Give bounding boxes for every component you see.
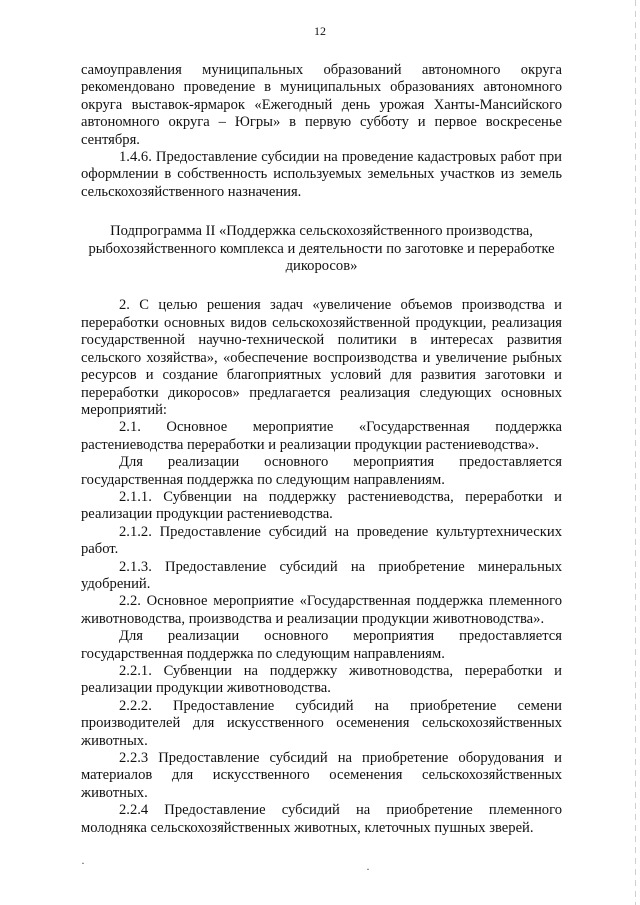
paragraph: 2.2.4 Предоставление субсидий на приобретение племенного молодняка сельскохозяйственных животных, клеточных пушных зверей. xyxy=(81,802,562,836)
paragraph: 2.1.1. Субвенции на поддержку растениеводства, переработки и реализации продукции растениеводства. xyxy=(81,488,562,523)
paragraph: самоуправления муниципальных образований автономного округа рекомендовано проведение в муниципальных образованиях автономного округа выставок-ярмарок «Ежегодный день урожая Ханты-Мансийского автономного округа – Югры» в первую субботу и первое воскресенье сентября. xyxy=(81,62,562,148)
paragraph: 2.2.2. Предоставление субсидий на приобретение семени производителей для искусственного осеменения сельскохозяйственных животных. xyxy=(81,697,562,749)
scan-speck: · xyxy=(81,856,85,870)
section-heading: Подпрограмма II «Поддержка сельскохозяйственного производства, рыбохозяйственного комплекса и деятельности по заготовке и переработке дикоросов» xyxy=(88,223,555,275)
document-body xyxy=(81,62,562,837)
paragraph: 2.2.3 Предоставление субсидий на приобретение оборудования и материалов для искусственного осеменения сельскохозяйственных животных. xyxy=(81,750,562,801)
paragraph: 2.1.2. Предоставление субсидий на проведение культуртехнических работ. xyxy=(81,523,562,558)
paragraph: 2. С целью решения задач «увеличение объемов производства и переработки основных видов сельскохозяйственной продукции, реализация государственной научно-технической политики в интересах развития сельского хозяйства», «обеспечение воспроизводства и увеличение рыбных ресурсов и создание благоприятных условий для развития заготовки и переработки дикоросов» предлагается реализация следующих основных мероприятий: xyxy=(81,297,562,418)
scan-edge xyxy=(635,0,636,905)
paragraph: Для реализации основного мероприятия предоставляется государственная поддержка по следующим направлениям. xyxy=(81,628,562,662)
paragraph: Для реализации основного мероприятия предоставляется государственная поддержка по следующим направлениям. xyxy=(81,454,562,488)
scan-speck: · xyxy=(366,862,370,876)
paragraph: 2.2. Основное мероприятие «Государственная поддержка племенного животноводства, производства и реализации продукции животноводства». xyxy=(81,593,562,627)
paragraph: 2.1. Основное мероприятие «Государственная поддержка растениеводства переработки и реализации продукции растениеводства». xyxy=(81,419,562,453)
page-number: 12 xyxy=(314,24,326,38)
paragraph: 2.2.1. Субвенции на поддержку животноводства, переработки и реализации продукции животноводства. xyxy=(81,663,562,697)
paragraph: 2.1.3. Предоставление субсидий на приобретение минеральных удобрений. xyxy=(81,558,562,592)
paragraph: 1.4.6. Предоставление субсидии на проведение кадастровых работ при оформлении в собственность используемых земельных участков из земель сельскохозяйственного назначения. xyxy=(81,149,562,200)
